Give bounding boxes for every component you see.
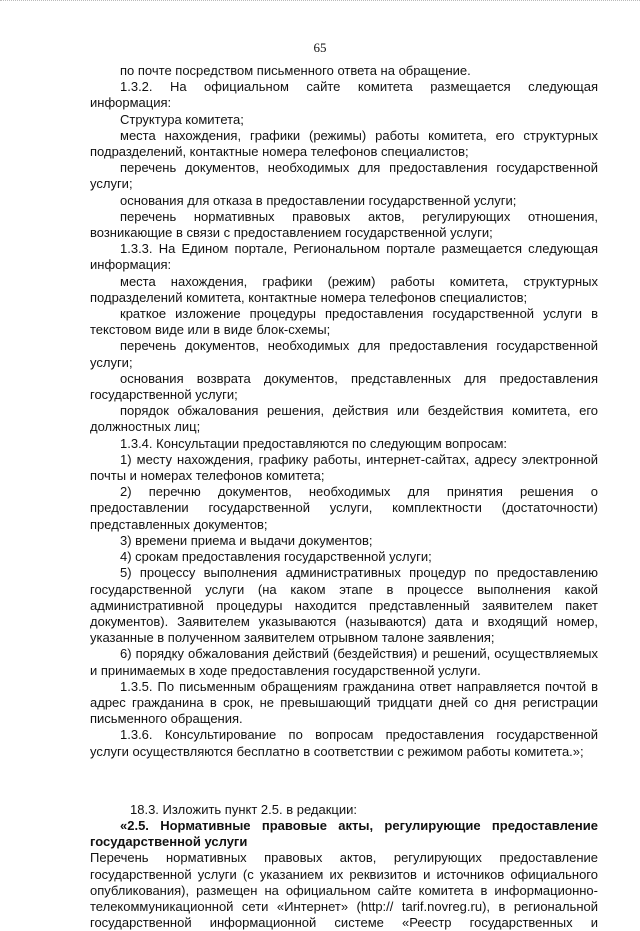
text-line: краткое изложение процедуры предоставления государственной услуги в (120, 306, 598, 322)
text-line: телекоммуникационной сети «Интернет» (http:// tarif.novreg.ru), в региональной (90, 898, 598, 914)
text-line: перечень нормативных правовых актов, регулирующих отношения, (120, 208, 598, 224)
text-line: почты и номерах телефонов комитета; (90, 468, 325, 484)
text-line: подразделений комитета, контактные номера телефонов специалистов; (90, 289, 528, 305)
text-line: информация: (90, 257, 172, 273)
page-number: 65 (313, 40, 327, 55)
text-line: административной процедуры находится представленный заявителем пакет (90, 597, 598, 613)
text-line: места нахождения, графики (режимы) работы комитета, его структурных (120, 127, 598, 143)
text-line: 1.3.5. По письменным обращениям гражданина ответ направляется почтой в (120, 678, 598, 694)
text-line: услуги осуществляются бесплатно в соответствии с режимом работы комитета.»; (90, 743, 584, 759)
text-line: по почте посредством письменного ответа на обращение. (120, 63, 471, 78)
text-line: информация: (90, 95, 172, 111)
text-line: 1.3.6. Консультирование по вопросам предоставления государственной (120, 727, 598, 743)
text-line: государственной услуги; (90, 387, 238, 403)
text-line: государственной информационной системе «Реестр государственных и (90, 915, 598, 931)
text-line: услуги; (90, 354, 133, 370)
text-line: Перечень нормативных правовых актов, регулирующих предоставление (90, 850, 598, 866)
text-line: 1.3.2. На официальном сайте комитета размещается следующая (120, 79, 598, 95)
text-line: «2.5. Нормативные правовые акты, регулирующие предоставление (120, 817, 598, 833)
text-line: предоставлении государственной услуги, комплектности (достаточности) (90, 500, 598, 516)
text-line: письменного обращения. (90, 711, 243, 727)
text-line: государственной услуги (с указанием их реквизитов и источников официального (90, 866, 598, 882)
scan-edge (0, 0, 640, 5)
text-line: основания для отказа в предоставлении государственной услуги; (120, 192, 517, 208)
text-line: должностных лиц; (90, 419, 201, 435)
text-line: 2) перечню документов, необходимых для принятия решения о (120, 484, 598, 500)
text-line: представленных документов; (90, 516, 268, 532)
text-line: государственной услуги (на каком этапе в процессе выполнения какой (90, 581, 598, 597)
text-line: 1.3.3. На Едином портале, Региональном портале размещается следующая (120, 241, 598, 257)
text-line: порядок обжалования решения, действия или бездействия комитета, его (120, 403, 598, 419)
text-line: места нахождения, графики (режим) работы комитета, структурных (120, 273, 598, 289)
text-line: текстовом виде или в виде блок-схемы; (90, 322, 331, 338)
text-line: услуги; (90, 176, 133, 192)
text-line: и принимаемых в ходе предоставления государственной услуги. (90, 662, 481, 678)
text-line: 18.3. Изложить пункт 2.5. в редакции: (130, 801, 357, 817)
text-line: перечень документов, необходимых для предоставления государственной (120, 338, 598, 354)
text-line: перечень документов, необходимых для предоставления государственной (120, 160, 598, 176)
text-line: документов). Заявителем указываются (называются) дата и входящий номер, (90, 613, 598, 629)
text-line: опубликования), размещен на официальном сайте комитета в информационно- (90, 882, 598, 898)
text-line: 6) порядку обжалования действий (бездействия) и решений, осуществляемых (120, 646, 598, 662)
text-line: 1.3.4. Консультации предоставляются по следующим вопросам: (120, 435, 508, 451)
text-line: государственной услуги (90, 834, 248, 850)
document-body (90, 63, 598, 931)
text-line: Структура комитета; (120, 111, 244, 127)
text-line: 5) процессу выполнения административных процедур по предоставлению (120, 565, 598, 581)
paragraph-gap (90, 773, 598, 789)
text-line: 4) срокам предоставления государственной услуги; (120, 549, 432, 565)
text-line: указанные в полученном заявителем отрывном талоне заявления; (90, 630, 495, 646)
text-line: 3) времени приема и выдачи документов; (120, 532, 373, 548)
text-line: 1) месту нахождения, графику работы, интернет-сайтах, адресу электронной (120, 451, 598, 467)
text-line: возникающие в связи с предоставлением государственной услуги; (90, 225, 493, 241)
text-line: подразделений, контактные номера телефонов специалистов; (90, 144, 469, 160)
text-line: адрес гражданина в срок, не превышающий тридцати дней со дня регистрации (90, 694, 598, 710)
text-line: основания возврата документов, представленных для предоставления (120, 370, 598, 386)
